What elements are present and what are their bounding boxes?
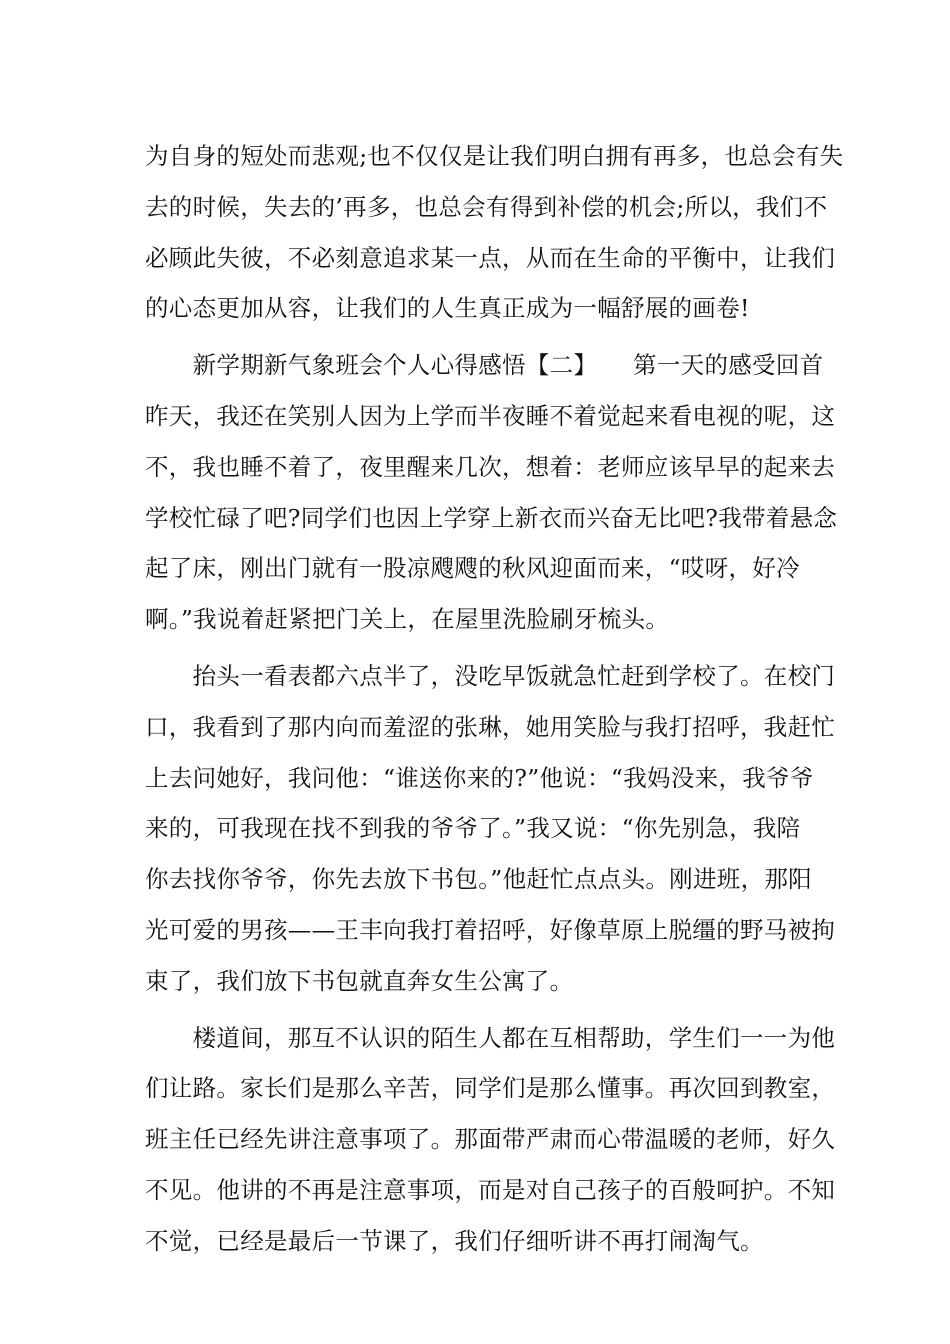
paragraph	[145, 1013, 836, 1267]
text-line: 不，我也睡不着了，夜里醒来几次，想着：老师应该早早的起来去	[145, 452, 836, 481]
text-line: 楼道间，那互不认识的陌生人都在互相帮助，学生们一一为他	[145, 1023, 836, 1052]
text-line: 们让路。家长们是那么辛苦，同学们是那么懂事。再次回到教室，	[145, 1074, 836, 1103]
text-line: 的心态更加从容，让我们的人生真正成为一幅舒展的画卷!	[145, 294, 750, 323]
text-line: 为自身的短处而悲观;也不仅仅是让我们明白拥有再多，也总会有失	[145, 142, 844, 170]
document-body	[145, 131, 844, 1267]
text-line: 起了床，刚出门就有一股凉飕飕的秋风迎面而来，“哎呀，好冷	[145, 554, 800, 583]
text-line: 来的，可我现在找不到我的爷爷了。”我又说：“你先别急，我陪	[145, 814, 801, 843]
text-line: 学校忙碌了吧?同学们也因上学穿上新衣而兴奋无比吧?我带着悬念	[145, 503, 838, 532]
paragraph	[145, 131, 844, 334]
text-line: 必顾此失彼，不必刻意追求某一点，从而在生命的平衡中，让我们	[145, 243, 836, 272]
text-line: 新学期新气象班会个人心得感悟【二】 第一天的感受回首	[145, 351, 824, 380]
text-line: 不见。他讲的不再是注意事项，而是对自己孩子的百般呵护。不知	[145, 1175, 836, 1204]
paragraph	[145, 340, 838, 645]
text-line: 抬头一看表都六点半了，没吃早饭就急忙赶到学校了。在校门	[145, 661, 836, 690]
text-line: 不觉，已经是最后一节课了，我们仔细听讲不再打闹淘气。	[145, 1226, 764, 1255]
text-line: 口，我看到了那内向而羞涩的张琳，她用笑脸与我打招呼，我赶忙	[145, 712, 836, 741]
text-line: 班主任已经先讲注意事项了。那面带严肃而心带温暖的老师，好久	[145, 1125, 836, 1154]
text-line: 昨天，我还在笑别人因为上学而半夜睡不着觉起来看电视的呢，这	[145, 401, 836, 430]
text-line: 上去问她好，我问他：“谁送你来的?”他说：“我妈没来，我爷爷	[145, 763, 814, 792]
text-line: 束了，我们放下书包就直奔女生公寓了。	[145, 966, 574, 995]
paragraph	[145, 651, 836, 1007]
text-line: 啊。”我说着赶紧把门关上，在屋里洗脸刷牙梳头。	[145, 605, 670, 634]
text-line: 光可爱的男孩——王丰向我打着招呼，好像草原上脱缰的野马被拘	[145, 915, 836, 944]
text-line: 你去找你爷爷，你先去放下书包。”他赶忙点点头。刚进班，那阳	[145, 865, 812, 894]
text-line: 去的时候，失去的’再多，也总会有得到补偿的机会;所以，我们不	[145, 192, 828, 221]
